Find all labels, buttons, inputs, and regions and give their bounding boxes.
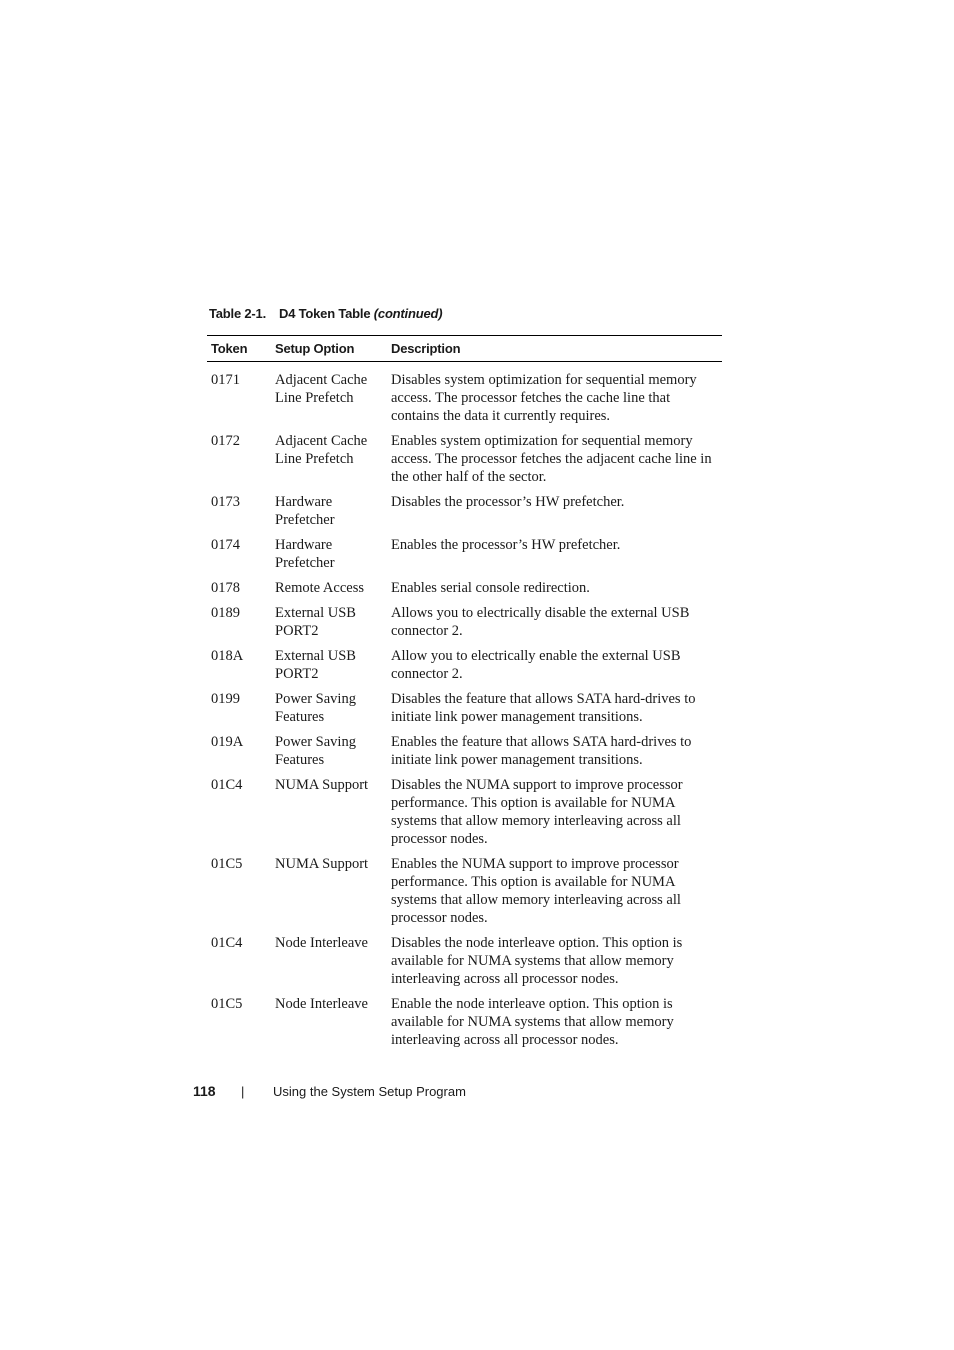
table-row — [207, 579, 722, 597]
table-row — [207, 493, 722, 529]
cell-description: Enables the feature that allows SATA hard-drives to initiate link power management transitions. — [391, 734, 692, 768]
cell-setup-option: NUMA Support — [275, 777, 369, 793]
cell-token: 0171 — [211, 372, 240, 388]
cell-setup-option: Hardware Prefetcher — [275, 494, 335, 528]
cell-setup-option: Power Saving Features — [275, 691, 356, 725]
cell-setup-option: Remote Access — [275, 580, 364, 596]
cell-setup-option: External USB PORT2 — [275, 605, 356, 639]
cell-token: 01C5 — [211, 996, 243, 1012]
cell-description: Enables system optimization for sequential memory access. The processor fetches the adjacent cache line in the other half of the sector. — [391, 433, 712, 485]
table-title: D4 Token Table — [279, 306, 371, 321]
cell-token: 0189 — [211, 605, 240, 621]
table-row — [207, 733, 722, 769]
header-setup-option: Setup Option — [275, 341, 355, 356]
cell-description: Disables the node interleave option. This option is available for NUMA systems that allow memory interleaving across all processor nodes. — [391, 935, 683, 987]
cell-token: 01C4 — [211, 777, 243, 793]
cell-description: Allows you to electrically disable the external USB connector 2. — [391, 605, 690, 639]
cell-description: Enables the processor’s HW prefetcher. — [391, 537, 621, 553]
cell-token: 01C5 — [211, 856, 243, 872]
cell-setup-option: Node Interleave — [275, 935, 368, 951]
cell-description: Enable the node interleave option. This option is available for NUMA systems that allow memory interleaving across all processor nodes. — [391, 996, 674, 1048]
table-row — [207, 371, 722, 425]
table-header — [207, 336, 722, 362]
table-row — [207, 647, 722, 683]
table-row — [207, 690, 722, 726]
token-table — [207, 335, 722, 1056]
cell-setup-option: Adjacent Cache Line Prefetch — [275, 372, 368, 406]
cell-description: Disables the feature that allows SATA hard-drives to initiate link power management transitions. — [391, 691, 696, 725]
table-row — [207, 432, 722, 486]
cell-description: Allow you to electrically enable the external USB connector 2. — [391, 648, 681, 682]
table-row — [207, 776, 722, 848]
cell-setup-option: NUMA Support — [275, 856, 369, 872]
cell-setup-option: Node Interleave — [275, 996, 368, 1012]
table-row — [207, 604, 722, 640]
cell-description: Enables serial console redirection. — [391, 580, 590, 596]
cell-token: 0178 — [211, 580, 240, 596]
cell-setup-option: Power Saving Features — [275, 734, 356, 768]
cell-setup-option: Adjacent Cache Line Prefetch — [275, 433, 368, 467]
table-row — [207, 934, 722, 988]
cell-description: Disables the processor’s HW prefetcher. — [391, 494, 625, 510]
cell-description: Disables the NUMA support to improve processor performance. This option is available for NUMA systems that allow memory interleaving across all processor nodes. — [391, 777, 683, 847]
footer-section-title: Using the System Setup Program — [273, 1084, 466, 1099]
cell-token: 0173 — [211, 494, 240, 510]
page-footer — [193, 1083, 466, 1099]
cell-token: 01C4 — [211, 935, 243, 951]
table-body — [207, 362, 722, 1049]
table-row — [207, 855, 722, 927]
header-description: Description — [391, 341, 461, 356]
page-number: 118 — [193, 1083, 216, 1099]
cell-token: 0174 — [211, 537, 240, 553]
cell-token: 0172 — [211, 433, 240, 449]
table-number: Table 2-1. — [209, 306, 267, 321]
cell-description: Disables system optimization for sequential memory access. The processor fetches the cache line that contains the data it currently requires. — [391, 372, 697, 424]
table-caption — [209, 306, 442, 321]
cell-description: Enables the NUMA support to improve processor performance. This option is available for NUMA systems that allow memory interleaving across all processor nodes. — [391, 856, 681, 926]
header-token: Token — [211, 341, 248, 356]
cell-setup-option: Hardware Prefetcher — [275, 537, 335, 571]
table-row — [207, 536, 722, 572]
cell-token: 0199 — [211, 691, 240, 707]
table-continued: (continued) — [373, 306, 443, 321]
cell-token: 019A — [211, 734, 244, 750]
footer-separator: | — [241, 1084, 245, 1099]
cell-setup-option: External USB PORT2 — [275, 648, 356, 682]
cell-token: 018A — [211, 648, 244, 664]
table-row — [207, 995, 722, 1049]
